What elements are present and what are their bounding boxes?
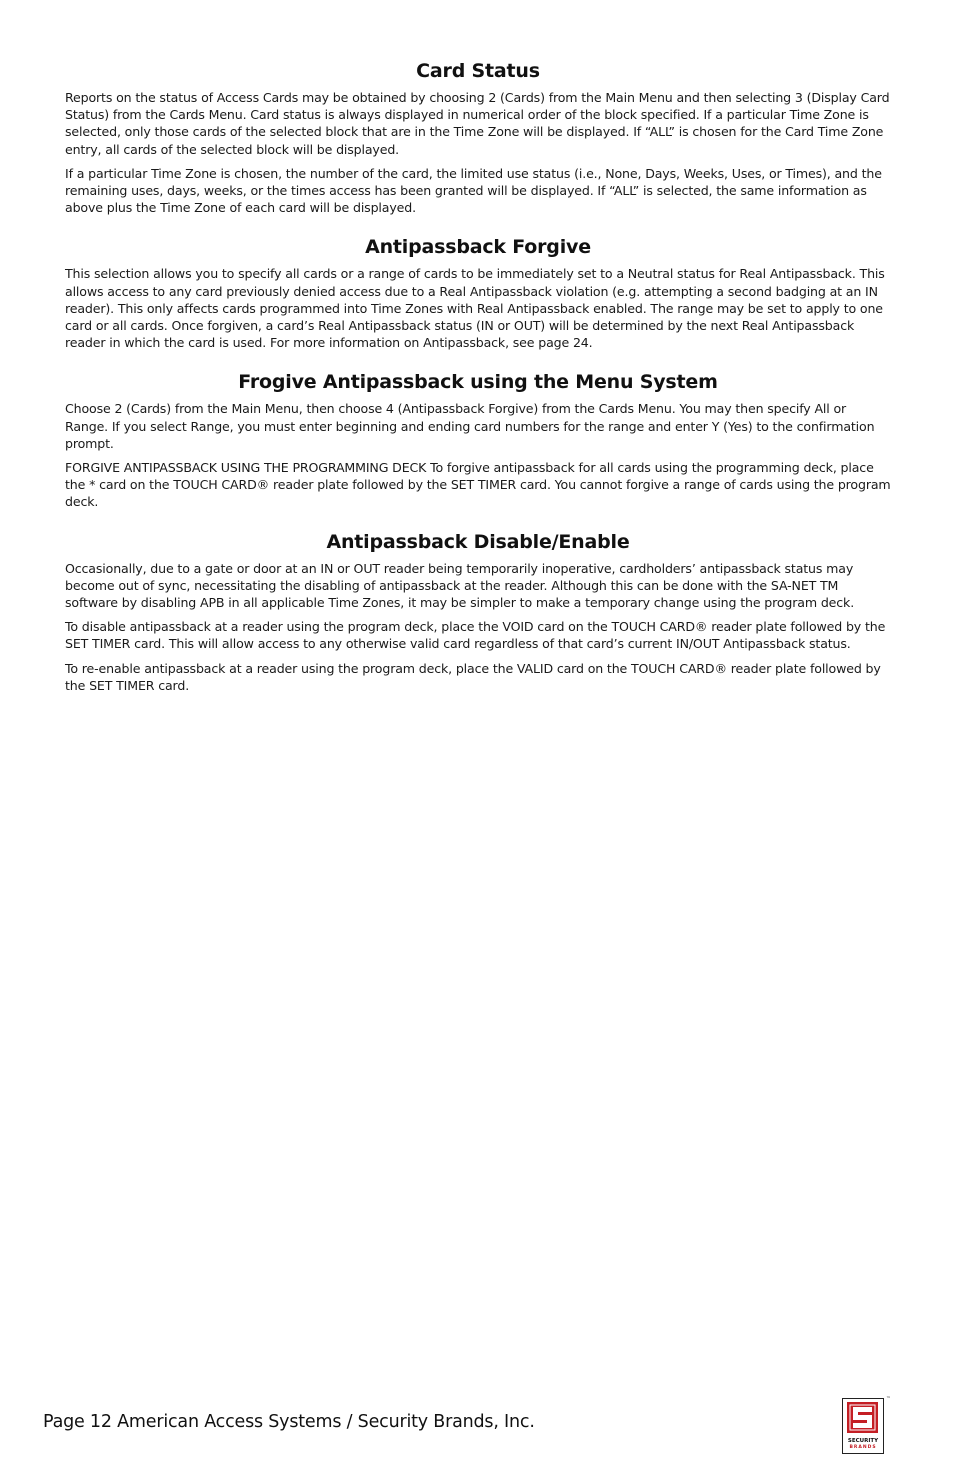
section-heading: Card Status (416, 60, 540, 82)
paragraph: This selection allows you to specify all cards or a range of cards to be immediately set to a Neutral status for Real Antipassback. This allows access to any card previously denied access due to a Real Antipassback violation (e.g. attempting a second badging at an IN reader). This only affects cards programmed into Time Zones with Real Antipassback enabled. The range may be set to apply to one card or all cards. Once forgiven, a card’s Real Antipassback status (IN or OUT) will be determined by the next Real Antipassback reader in which the card is used. For more information on Antipassback, see page 24. (65, 266, 885, 351)
logo-text-security: SECURITY (847, 1438, 879, 1444)
paragraph: If a particular Time Zone is chosen, the number of the card, the limited use status (i.e., None, Days, Weeks, Uses, or Times), and the remaining uses, days, weeks, or the times access has been granted will be displayed. If “ALL” is selected, the same information as above plus the Time Zone of each card will be displayed. (65, 165, 882, 216)
section-heading: Antipassback Forgive (365, 236, 591, 259)
paragraph: Choose 2 (Cards) from the Main Menu, then choose 4 (Antipassback Forgive) from the Cards Menu. You may then specify All or Range. If you select Range, you must enter beginning and ending card numbers for the range and enter Y (Yes) to the confirmation prompt. (65, 401, 875, 451)
page-footer: Page 12 American Access Systems / Security Brands, Inc. (43, 1412, 535, 1432)
paragraph: Occasionally, due to a gate or door at an IN or OUT reader being temporarily inoperative, cardholders’ antipassback status may become out of sync, necessitating the disabling of antipassback at the reader. Although this can be done with the SA-NET TM software by disabling APB in all applicable Time Zones, it may be simpler to make a temporary change using the program deck. (65, 560, 855, 611)
trademark-mark: ™ (886, 1396, 891, 1402)
paragraph: FORGIVE ANTIPASSBACK USING THE PROGRAMMING DECK To forgive antipassback for all cards using the programming deck, place the * card on the TOUCH CARD® reader plate followed by the SET TIMER card. You cannot forgive a range of cards using the program deck. (65, 460, 891, 510)
section-antipassback-forgive (65, 236, 891, 351)
section-forgive-menu-system (65, 371, 891, 510)
logo-text-brands: BRANDS (849, 1445, 877, 1450)
paragraph: To disable antipassback at a reader using the program deck, place the VOID card on the TOUCH CARD® reader plate followed by the SET TIMER card. This will allow access to any otherwise valid card regardless of that card’s current IN/OUT Antipassback status. (65, 619, 886, 652)
logo-mark-icon (843, 1399, 882, 1437)
paragraph: Reports on the status of Access Cards may be obtained by choosing 2 (Cards) from the Main Menu and then selecting 3 (Display Card Status) from the Cards Menu. Card status is always displayed in numerical order of the block specified. If a particular Time Zone is selected, only those cards of the selected block that are in the Time Zone will be displayed. If “ALL” is chosen for the Card Time Zone entry, all cards of the selected block will be displayed. (65, 90, 890, 157)
section-heading: Frogive Antipassback using the Menu System (238, 371, 718, 394)
section-heading: Antipassback Disable/Enable (326, 530, 630, 553)
security-brands-logo (842, 1398, 884, 1454)
section-card-status (65, 60, 891, 216)
section-antipassback-disable-enable (65, 531, 891, 694)
paragraph: To re-enable antipassback at a reader using the program deck, place the VALID card on the TOUCH CARD® reader plate followed by the SET TIMER card. (65, 660, 881, 693)
document-body (65, 60, 891, 714)
